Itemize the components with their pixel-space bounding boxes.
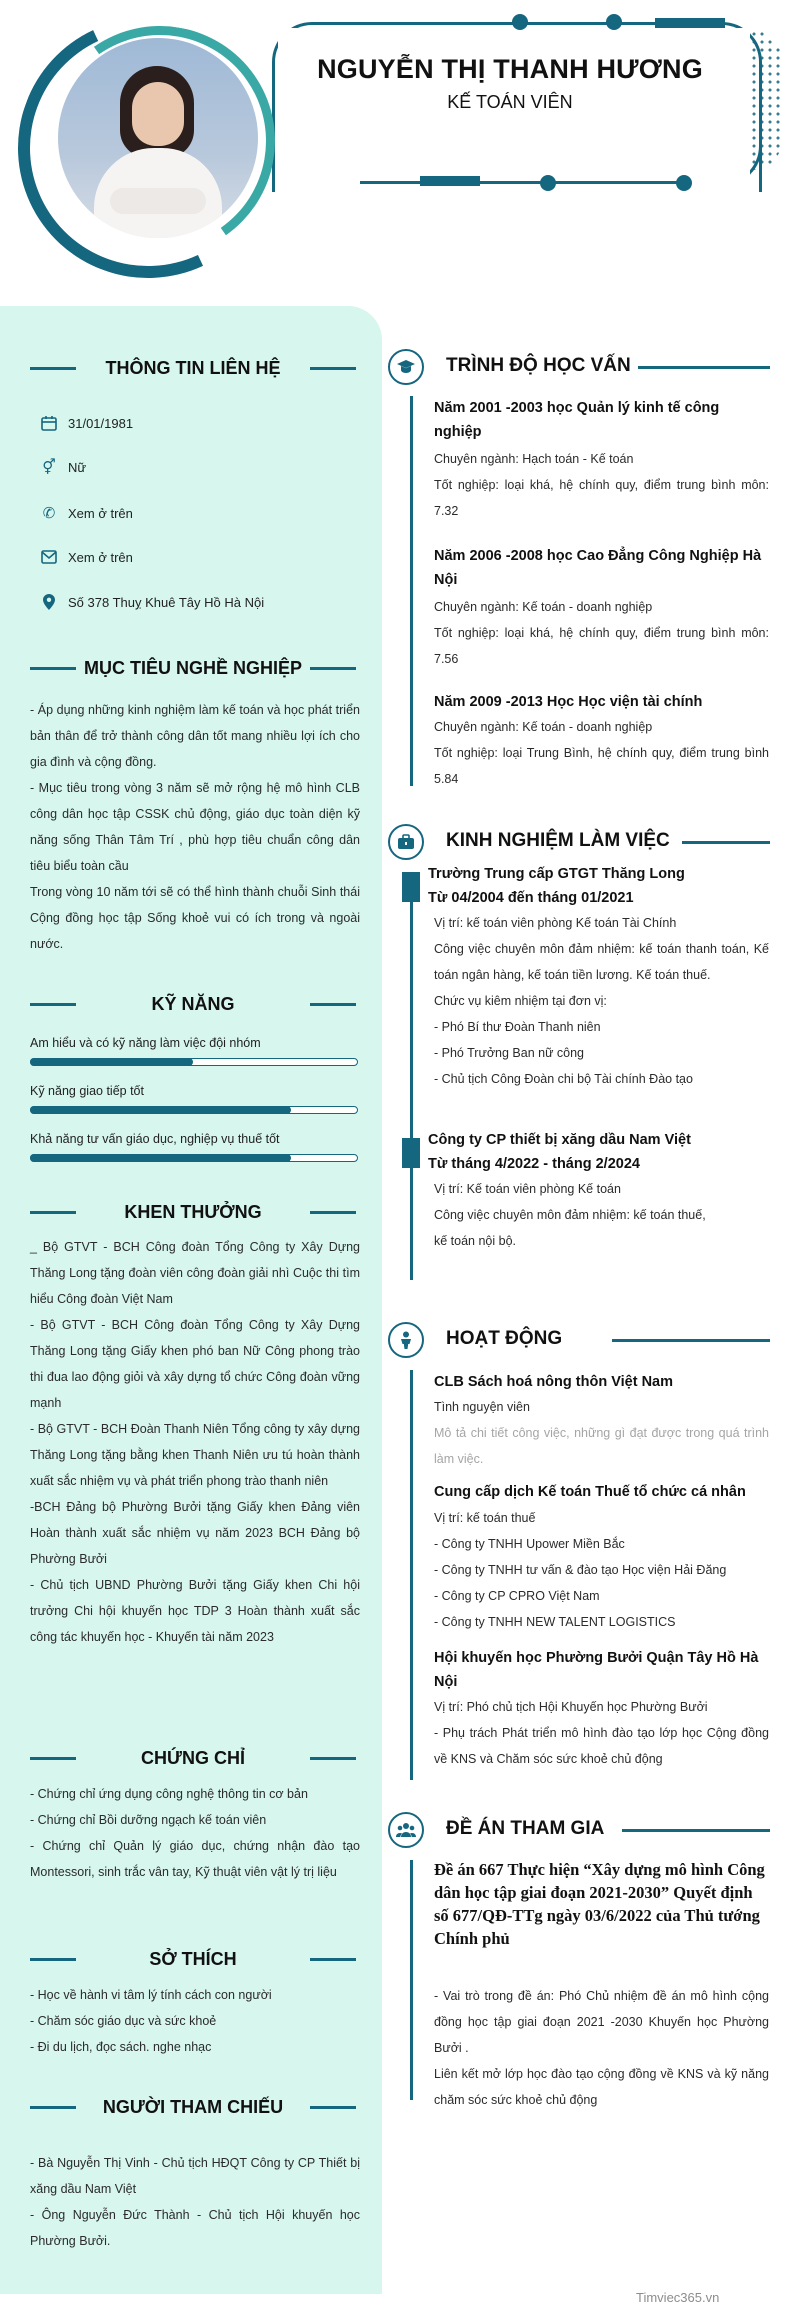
education-item-head: Năm 2006 -2008 học Cao Đẳng Công Nghiệp Hà Nội <box>434 548 762 588</box>
header-bar <box>420 176 480 186</box>
person-icon <box>388 1322 424 1358</box>
objective-section-title: MỤC TIÊU NGHỀ NGHIỆP <box>30 656 356 680</box>
header-dot <box>676 175 692 191</box>
header-dot <box>606 14 622 30</box>
graduation-cap-icon <box>388 349 424 385</box>
skill-bar-fill <box>30 1058 193 1066</box>
skill-bar <box>30 1154 358 1162</box>
section-rule <box>612 1339 770 1342</box>
gender-icon: ⚥ <box>42 459 56 476</box>
hobbies-section-title: SỞ THÍCH <box>30 1947 356 1971</box>
awards-text: _ Bộ GTVT - BCH Công đoàn Tổng Công ty Xây Dựng Thăng Long tặng đoàn viên công đoàn giải nhì Cuộc thi tìm hiểu Công đoàn Việt Nam - Bộ GTVT - BCH Công đoàn Tổng Công ty Xây Dựng Thăng Long tặng Giấy khen phó ban Nữ Công phong trào thi đua lao động giỏi và xây dựng tổ chức Công đoàn vững mạnh - Bộ GTVT - BCH Đoàn Thanh Niên Tổng công ty xây dựng Thăng Long tặng bằng khen Thanh Niên ưu tú hoàn thành xuất sắc nhiệm vụ và phát triển phong trào thanh niên -BCH Đảng bộ Phường Bưởi tặng Giấy khen Đảng viên Hoàn thành xuất sắc nhiệm vụ năm 2023 BCH Đảng bộ Phường Bưởi - Chủ tịch UBND Phường Bưởi tặng Giấy khen Chi hội trưởng Chi hội khuyến học TDP 3 Hoàn thành xuất sắc công tác khuyến học - Khuyến tài năm 2023 <box>30 1240 360 1644</box>
project-head: Đề án 667 Thực hiện “Xây dựng mô hình Công dân học tập giai đoạn 2021-2030” Quyết định số 677/QĐ-TTg ngày 03/6/2022 của Thủ tướng Chính phủ <box>434 1860 765 1948</box>
timeline-line <box>410 396 413 786</box>
awards-section-title: KHEN THƯỞNG <box>30 1200 356 1224</box>
contact-section-title: THÔNG TIN LIÊN HỆ <box>30 356 356 380</box>
header-dot <box>512 14 528 30</box>
timeline-marker <box>402 1138 420 1168</box>
certificates-section-title: CHỨNG CHỈ <box>30 1746 356 1770</box>
activities-section-title: HOẠT ĐỘNG <box>446 1328 563 1349</box>
skill-label: Am hiểu và có kỹ năng làm việc đội nhóm <box>30 1036 261 1050</box>
section-rule <box>638 366 770 369</box>
activity-item-head: Hội khuyến học Phường Bưởi Quận Tây Hồ Hà Nội <box>434 1650 759 1690</box>
contact-phone: ✆ Xem ở trên <box>38 502 358 524</box>
education-item-text: Chuyên ngành: Hạch toán - Kế toán Tốt nghiệp: loại khá, hệ chính quy, điểm trung bình môn: 7.32 <box>434 452 769 518</box>
experience-item-head: Trường Trung cấp GTGT Thăng Long Từ 04/2004 đến tháng 01/2021 <box>428 866 685 906</box>
briefcase-icon <box>388 824 424 860</box>
timeline-line <box>410 1860 413 2100</box>
timeline-marker <box>402 872 420 902</box>
timeline-line <box>410 1370 413 1780</box>
location-icon <box>38 591 60 613</box>
references-text: - Bà Nguyễn Thị Vinh - Chủ tịch HĐQT Công ty CP Thiết bị xăng dầu Nam Việt - Ông Nguyễn Đức Thành - Chủ tịch Hội khuyến học Phường Bưởi. <box>30 2156 360 2248</box>
activity-item-text: Tình nguyện viên <box>434 1400 530 1414</box>
education-item-text: Chuyên ngành: Kế toán - doanh nghiệp Tốt nghiệp: loại Trung Bình, hệ chính quy, điểm trung bình 5.84 <box>434 720 769 786</box>
skill-bar <box>30 1058 358 1066</box>
certificates-text: - Chứng chỉ ứng dụng công nghệ thông tin cơ bản - Chứng chỉ Bồi dưỡng ngạch kế toán viên - Chứng chỉ Quản lý giáo dục, chứng nhận đào tạo Montessori, sinh trắc vân tay, Kỹ thuật viên vật lý trị liệu <box>30 1787 360 1879</box>
candidate-name: NGUYỄN THỊ THANH HƯƠNG <box>317 54 703 84</box>
project-text: - Vai trò trong đề án: Phó Chủ nhiệm đề án mô hình cộng đồng học tập giai đoạn 2021 -2030 Khuyến học Phường Bưởi . Liên kết mở lớp học đào tạo cộng đồng về KNS và kỹ năng chăm sóc sức khoẻ chủ động <box>434 1989 769 2107</box>
experience-item-head: Công ty CP thiết bị xăng dầu Nam Việt Từ tháng 4/2022 - tháng 2/2024 <box>428 1132 691 1172</box>
skill-bar-fill <box>30 1106 291 1114</box>
objective-text: - Áp dụng những kinh nghiệm làm kế toán và học phát triển bản thân để trở thành công dân tốt mang nhiều lợi ích cho gia đình và cộng đồng. - Mục tiêu trong vòng 3 năm sẽ mở rộng hệ mô hình CLB công dân học tập CSSK chủ động, giáo dục toàn diện kỹ năng sống Thân Tâm Trí , phù hợp tiêu chuẩn công dân tiêu biểu toàn cầu Trong vòng 10 năm tới sẽ có thể hình thành chuỗi Sinh thái Cộng đồng học tập Sống khoẻ vui có ích trong và ngoài nước. <box>30 703 360 951</box>
education-section-title: TRÌNH ĐỘ HỌC VẤN <box>446 355 631 376</box>
contact-dob: 31/01/1981 <box>38 412 358 434</box>
experience-section-title: KINH NGHIỆM LÀM VIỆC <box>446 830 670 851</box>
education-item-head: Năm 2001 -2003 học Quản lý kinh tế công nghiệp <box>434 400 720 440</box>
candidate-title: KẾ TOÁN VIÊN <box>447 92 573 112</box>
skill-label: Kỹ năng giao tiếp tốt <box>30 1084 144 1098</box>
cv-header <box>0 0 800 300</box>
skill-bar-fill <box>30 1154 291 1162</box>
contact-email: Xem ở trên <box>38 546 358 568</box>
activity-item-text: Vị trí: Phó chủ tịch Hội Khuyến học Phường Bưởi - Phụ trách Phát triển mô hình đào tạo lớp học Cộng đồng về KNS và Chăm sóc sức khoẻ chủ động <box>434 1700 769 1766</box>
phone-icon: ✆ <box>42 505 56 522</box>
section-rule <box>682 841 770 844</box>
header-dot <box>540 175 556 191</box>
experience-item-text: Vị trí: kế toán viên phòng Kế toán Tài Chính Công việc chuyên môn đảm nhiệm: kế toán thanh toán, Kế toán ngân hàng, kế toán tiền lương. Kế toán thuế. Chức vụ kiêm nhiệm tại đơn vị: - Phó Bí thư Đoàn Thanh niên - Phó Trưởng Ban nữ công - Chủ tịch Công Đoàn chi bộ Tài chính Đào tạo <box>434 916 769 1086</box>
timeline-line <box>410 872 413 1280</box>
profile-photo <box>58 38 258 238</box>
activity-item-head: CLB Sách hoá nông thôn Việt Nam <box>434 1374 673 1390</box>
education-item-head: Năm 2009 -2013 Học Học viện tài chính <box>434 694 703 710</box>
group-icon <box>388 1812 424 1848</box>
email-icon <box>38 546 60 568</box>
header-bar <box>655 18 725 28</box>
calendar-icon <box>38 412 60 434</box>
activity-item-text: Vị trí: kế toán thuế - Công ty TNHH Upower Miền Bắc - Công ty TNHH tư vấn & đào tạo Học viện Hải Đăng - Công ty CP CPRO Việt Nam - Công ty TNHH NEW TALENT LOGISTICS <box>434 1511 727 1629</box>
hobbies-text: - Học về hành vi tâm lý tính cách con người - Chăm sóc giáo dục và sức khoẻ - Đi du lịch, đọc sách. nghe nhạc <box>30 1988 272 2054</box>
projects-section-title: ĐỀ ÁN THAM GIA <box>446 1818 605 1839</box>
skills-section-title: KỸ NĂNG <box>30 992 356 1016</box>
contact-address: Số 378 Thuỵ Khuê Tây Hồ Hà Nội <box>38 591 358 613</box>
section-rule <box>622 1829 770 1832</box>
education-item-text: Chuyên ngành: Kế toán - doanh nghiệp Tốt nghiệp: loại khá, hệ chính quy, điểm trung bình môn: 7.56 <box>434 600 769 666</box>
skill-bar <box>30 1106 358 1114</box>
references-section-title: NGƯỜI THAM CHIẾU <box>30 2095 356 2119</box>
activity-item-head: Cung cấp dịch Kế toán Thuế tổ chức cá nhân <box>434 1484 746 1500</box>
contact-gender: ⚥ Nữ <box>38 456 358 478</box>
experience-item-text: Vị trí: Kế toán viên phòng Kế toán Công việc chuyên môn đảm nhiệm: kế toán thuế, kế toán nội bộ. <box>434 1182 706 1248</box>
skill-label: Khả năng tư vấn giáo dục, nghiệp vụ thuế tốt <box>30 1132 280 1146</box>
activity-item-note: Mô tả chi tiết công việc, những gì đạt được trong quá trình làm việc. <box>434 1426 769 1466</box>
watermark: Timviec365.vn <box>636 2290 720 2305</box>
header-line <box>360 181 680 184</box>
